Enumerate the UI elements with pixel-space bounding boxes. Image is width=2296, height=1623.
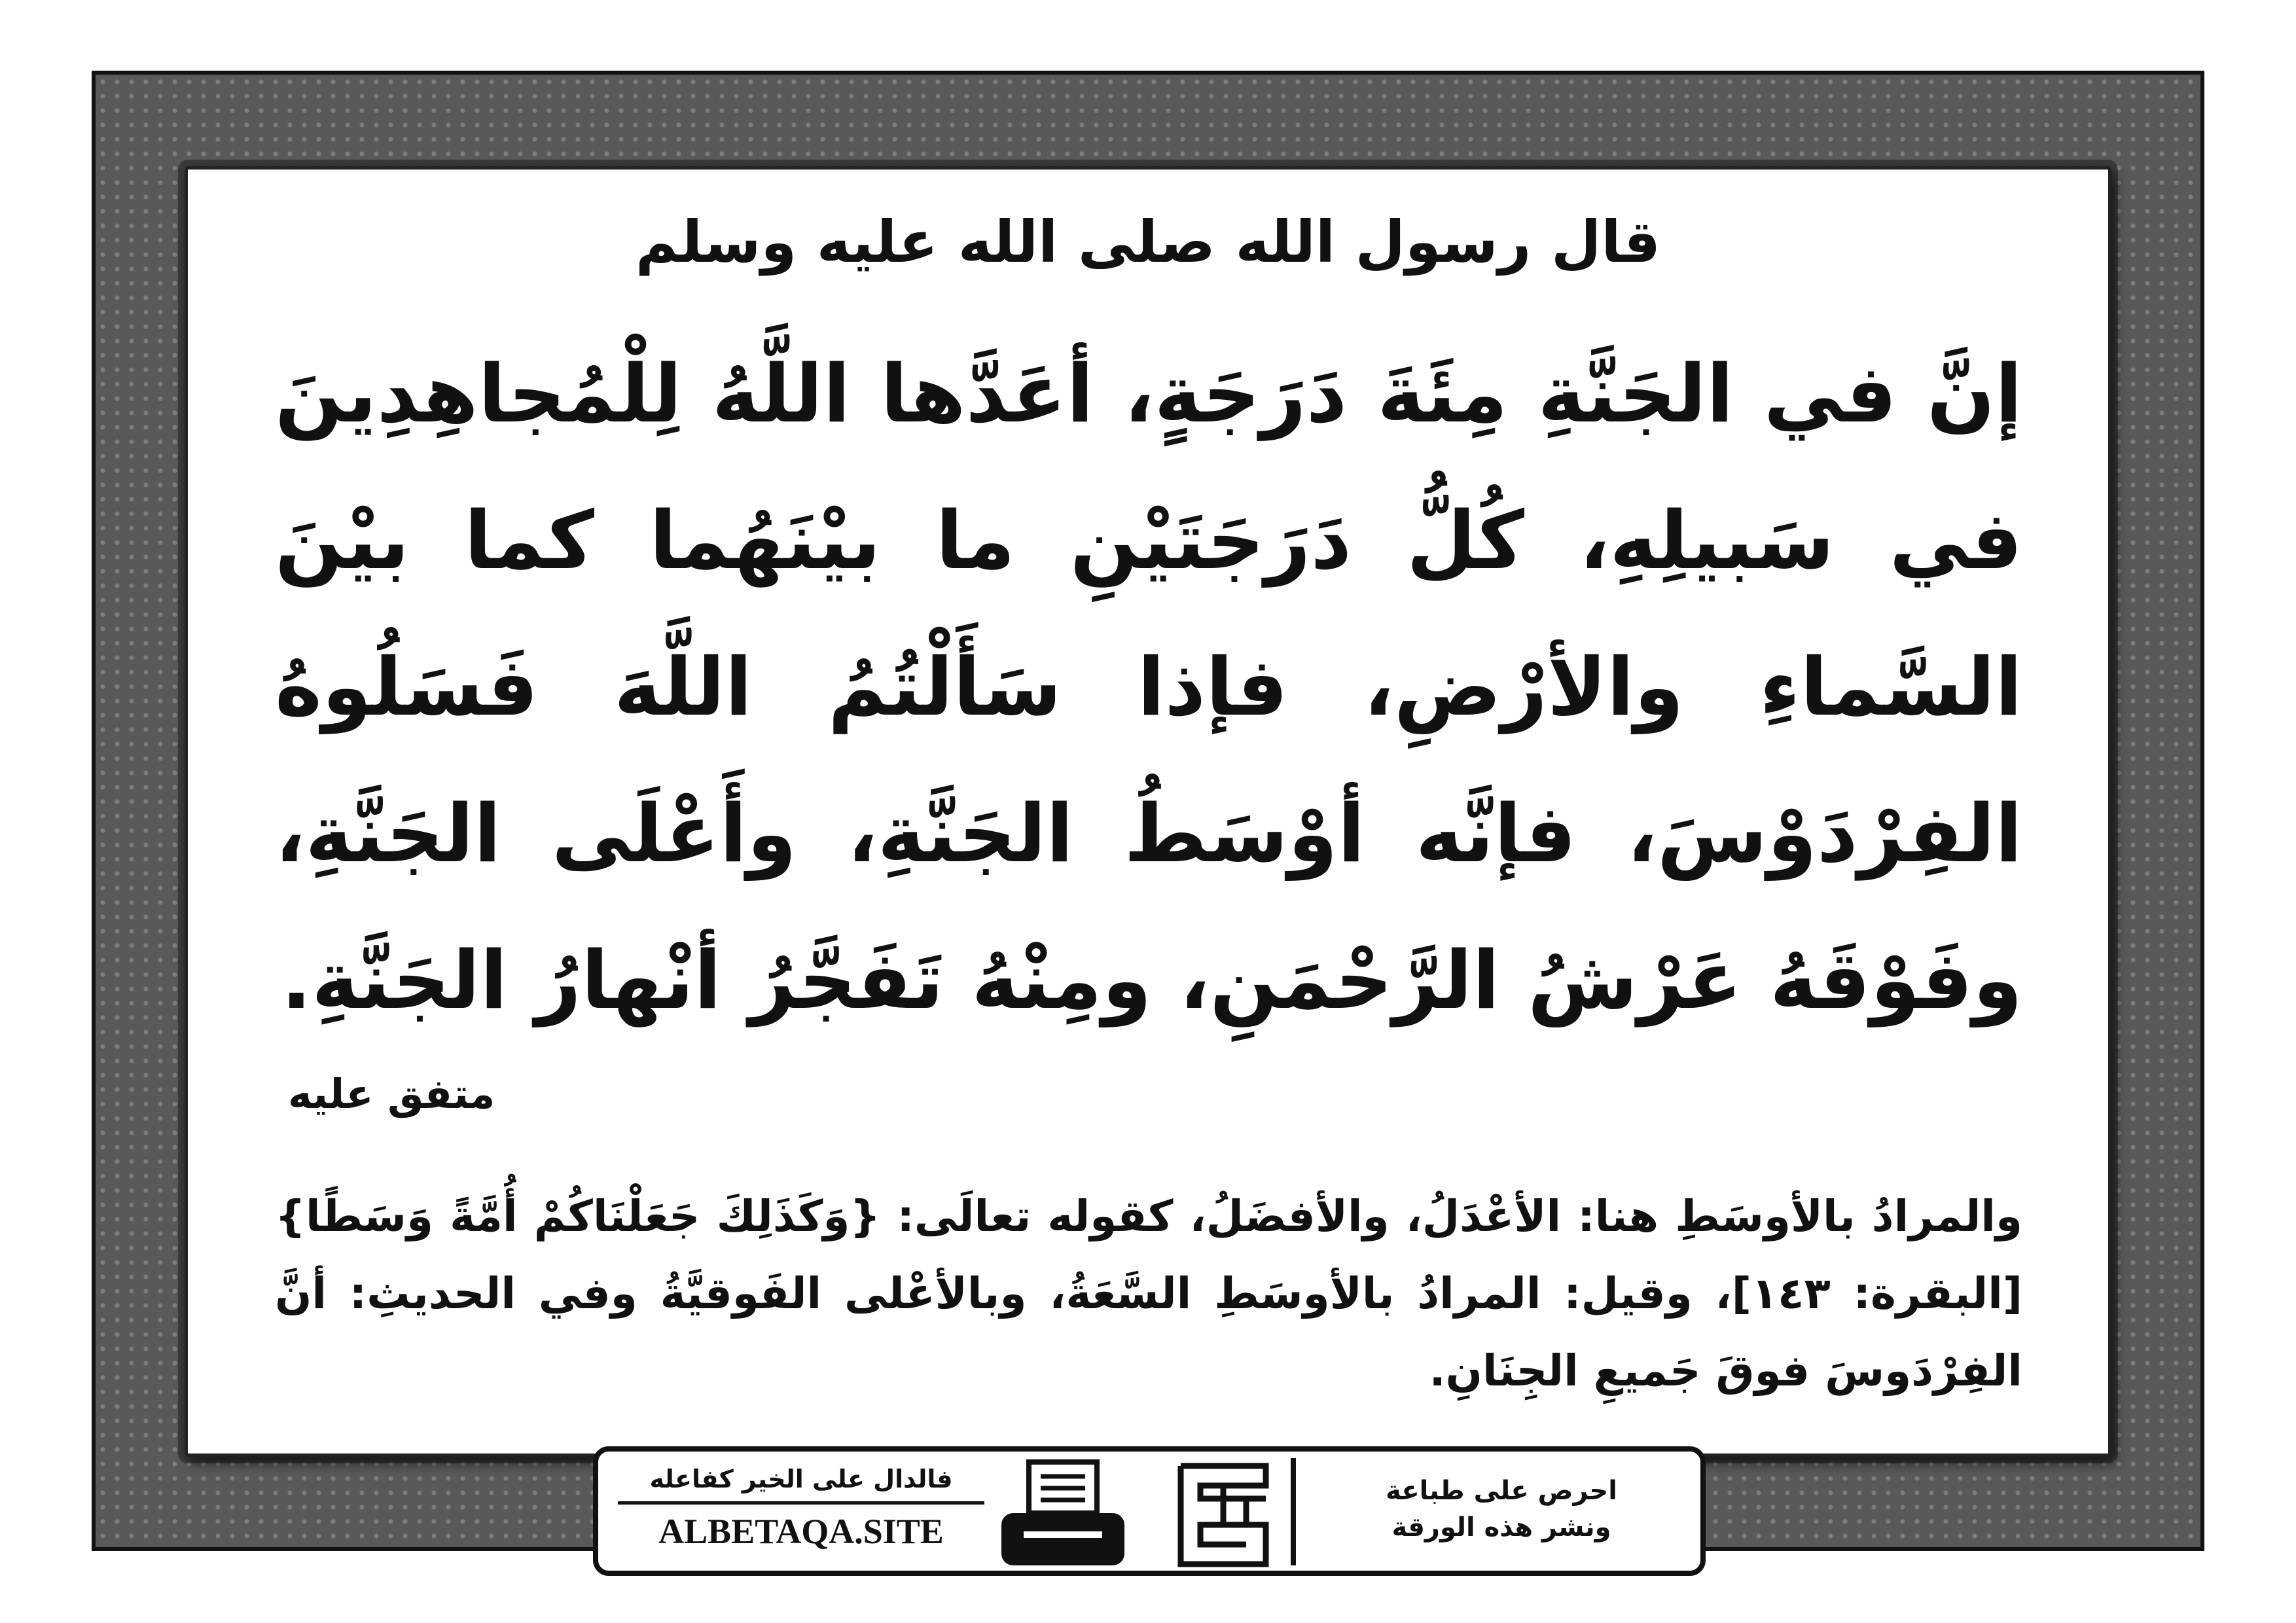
daawa-logo bbox=[1174, 1459, 1272, 1571]
footer-bar bbox=[593, 1446, 1706, 1576]
footer-cta-line-1: احرص على طباعة bbox=[1386, 1476, 1617, 1506]
footer-divider bbox=[618, 1501, 984, 1505]
site-link[interactable]: ALBETAQA.SITE bbox=[658, 1512, 944, 1551]
printer-icon bbox=[997, 1458, 1128, 1569]
footer-site-block bbox=[618, 1465, 984, 1552]
hadith-text: إنَّ في الجَنَّةِ مِئَةَ دَرَجَةٍ، أعَدَّها اللَّهُ لِلْمُجاهِدِينَ في سَبيلِهِ، كُلُّ دَرَجَتَيْنِ ما بيْنَهُما كما بيْنَ السَّماءِ والأرْضِ، فإذا سَأَلْتُمُ اللَّهَ فَسَلُوهُ الفِرْدَوْسَ، فإنَّه أوْسَطُ الجَنَّةِ، وأَعْلَى الجَنَّةِ، وفَوْقَهُ عَرْشُ الرَّحْمَنِ، ومِنْهُ تَفَجَّرُ أنْهارُ الجَنَّةِ. bbox=[275, 348, 2022, 1027]
explanation-text: والمرادُ بالأوسَطِ هنا: الأعْدَلُ، والأفضَلُ، كقوله تعالَى: {وَكَذَلِكَ جَعَلْنَاكُمْ أُمَّةً وَسَطًا} [البقرة: ١٤٣]، وقيل: المرادُ بالأوسَطِ السَّعَةُ، وبالأعْلى الفَوقيَّةُ وفي الحديثِ: أنَّ الفِرْدَوسَ فوقَ جَميعِ الجِنَانِ. bbox=[275, 1191, 2023, 1396]
logo-divider bbox=[1291, 1458, 1296, 1565]
footer-saying: فالدال على الخير كفاعله bbox=[649, 1465, 953, 1493]
footer-call-to-action bbox=[1331, 1472, 1672, 1546]
hadith-source: متفق عليه bbox=[288, 1070, 495, 1118]
footer-cta-line-2: ونشر هذه الورقة bbox=[1391, 1512, 1611, 1543]
page-title: قال رسول الله صلى الله عليه وسلم bbox=[635, 208, 1661, 276]
